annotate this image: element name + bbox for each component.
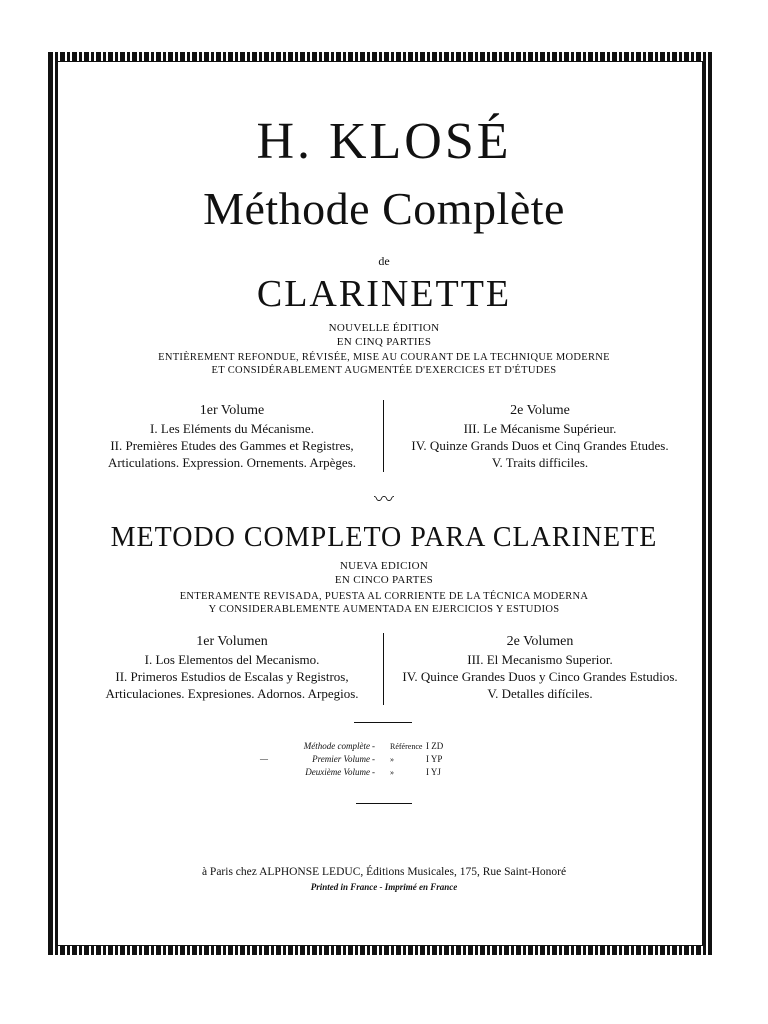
reference-code: I ZD: [426, 741, 444, 751]
reference-dash: -: [372, 767, 375, 777]
reference-code: I YJ: [426, 767, 441, 777]
reference-prefix: —: [260, 754, 269, 764]
reference-code: I YP: [426, 754, 443, 764]
volume-item: II. Premières Etudes des Gammes et Registres,: [110, 438, 354, 453]
instrument-title: CLARINETTE: [256, 273, 512, 315]
french-volume-1: [82, 402, 382, 471]
parts-line: EN CINQ PARTIES: [336, 336, 432, 348]
spanish-parts-line: EN CINCO PARTES: [334, 574, 434, 586]
augmentation-line: ET CONSIDÉRABLEMENT AUGMENTÉE D'EXERCICES ET D'ÉTUDES: [211, 365, 557, 376]
reference-dash: -: [372, 754, 375, 764]
spanish-revision-line: ENTERAMENTE REVISADA, PUESTA AL CORRIENTE DE LA TÉCNICA MODERNA: [179, 591, 589, 602]
volume-item: III. Le Mécanisme Supérieur.: [463, 421, 617, 436]
volume-heading: 1er Volume: [199, 403, 265, 418]
reference-row: [250, 766, 500, 779]
edition-line: NOUVELLE ÉDITION: [328, 322, 440, 334]
ornament-flourish: 〰: [374, 489, 394, 511]
spanish-edition-line: NUEVA EDICION: [339, 560, 429, 572]
spanish-title: METODO COMPLETO PARA CLARINETE: [110, 522, 658, 553]
volume-item: IV. Quinze Grands Duos et Cinq Grandes Etudes.: [411, 438, 669, 453]
volume-heading: 2e Volumen: [506, 634, 574, 649]
volume-item: IV. Quince Grandes Duos y Cinco Grandes Estudios.: [402, 669, 678, 684]
title-connector: de: [378, 254, 390, 268]
volume-item: II. Primeros Estudios de Escalas y Registros,: [115, 669, 349, 684]
reference-row: [250, 753, 500, 766]
volume-item: Articulaciones. Expresiones. Adornos. Arpegios.: [105, 686, 359, 701]
reference-name: Méthode complète: [303, 741, 370, 751]
volume-item: I. Los Elementos del Mecanismo.: [144, 652, 320, 667]
column-divider: [383, 400, 384, 472]
reference-name: Deuxième Volume: [305, 767, 370, 777]
reference-label: »: [390, 755, 394, 764]
reference-name: Premier Volume: [312, 754, 370, 764]
publisher-line: à Paris chez ALPHONSE LEDUC, Éditions Musicales, 175, Rue Saint-Honoré: [201, 866, 567, 878]
reference-dash: -: [372, 741, 375, 751]
column-divider: [383, 633, 384, 705]
author-name: H. KLOSÉ: [256, 113, 512, 170]
printed-in-line: Printed in France - Imprimé en France: [310, 882, 458, 892]
spanish-volume-1: [82, 633, 382, 702]
volume-item: V. Detalles difíciles.: [487, 686, 593, 701]
spanish-volume-2: [390, 633, 690, 702]
reference-list: [250, 740, 500, 779]
divider-rule: [354, 722, 412, 723]
volume-item: III. El Mecanismo Superior.: [467, 652, 613, 667]
reference-label: Référence: [390, 742, 423, 751]
reference-label: »: [390, 768, 394, 777]
divider-rule: [356, 803, 412, 804]
method-title: Méthode Complète: [203, 183, 565, 234]
volume-heading: 1er Volumen: [196, 634, 268, 649]
volume-heading: 2e Volume: [510, 403, 570, 418]
reference-row: [250, 740, 500, 753]
volume-item: Articulations. Expression. Ornements. Arpèges.: [107, 455, 357, 470]
french-volume-2: [390, 402, 690, 471]
revision-line: ENTIÈREMENT REFONDUE, RÉVISÉE, MISE AU COURANT DE LA TECHNIQUE MODERNE: [158, 352, 610, 363]
volume-item: I. Les Eléments du Mécanisme.: [150, 421, 314, 436]
volume-item: V. Traits difficiles.: [491, 455, 589, 470]
spanish-augmentation-line: Y CONSIDERABLEMENTE AUMENTADA EN EJERCICIOS Y ESTUDIOS: [208, 604, 560, 615]
